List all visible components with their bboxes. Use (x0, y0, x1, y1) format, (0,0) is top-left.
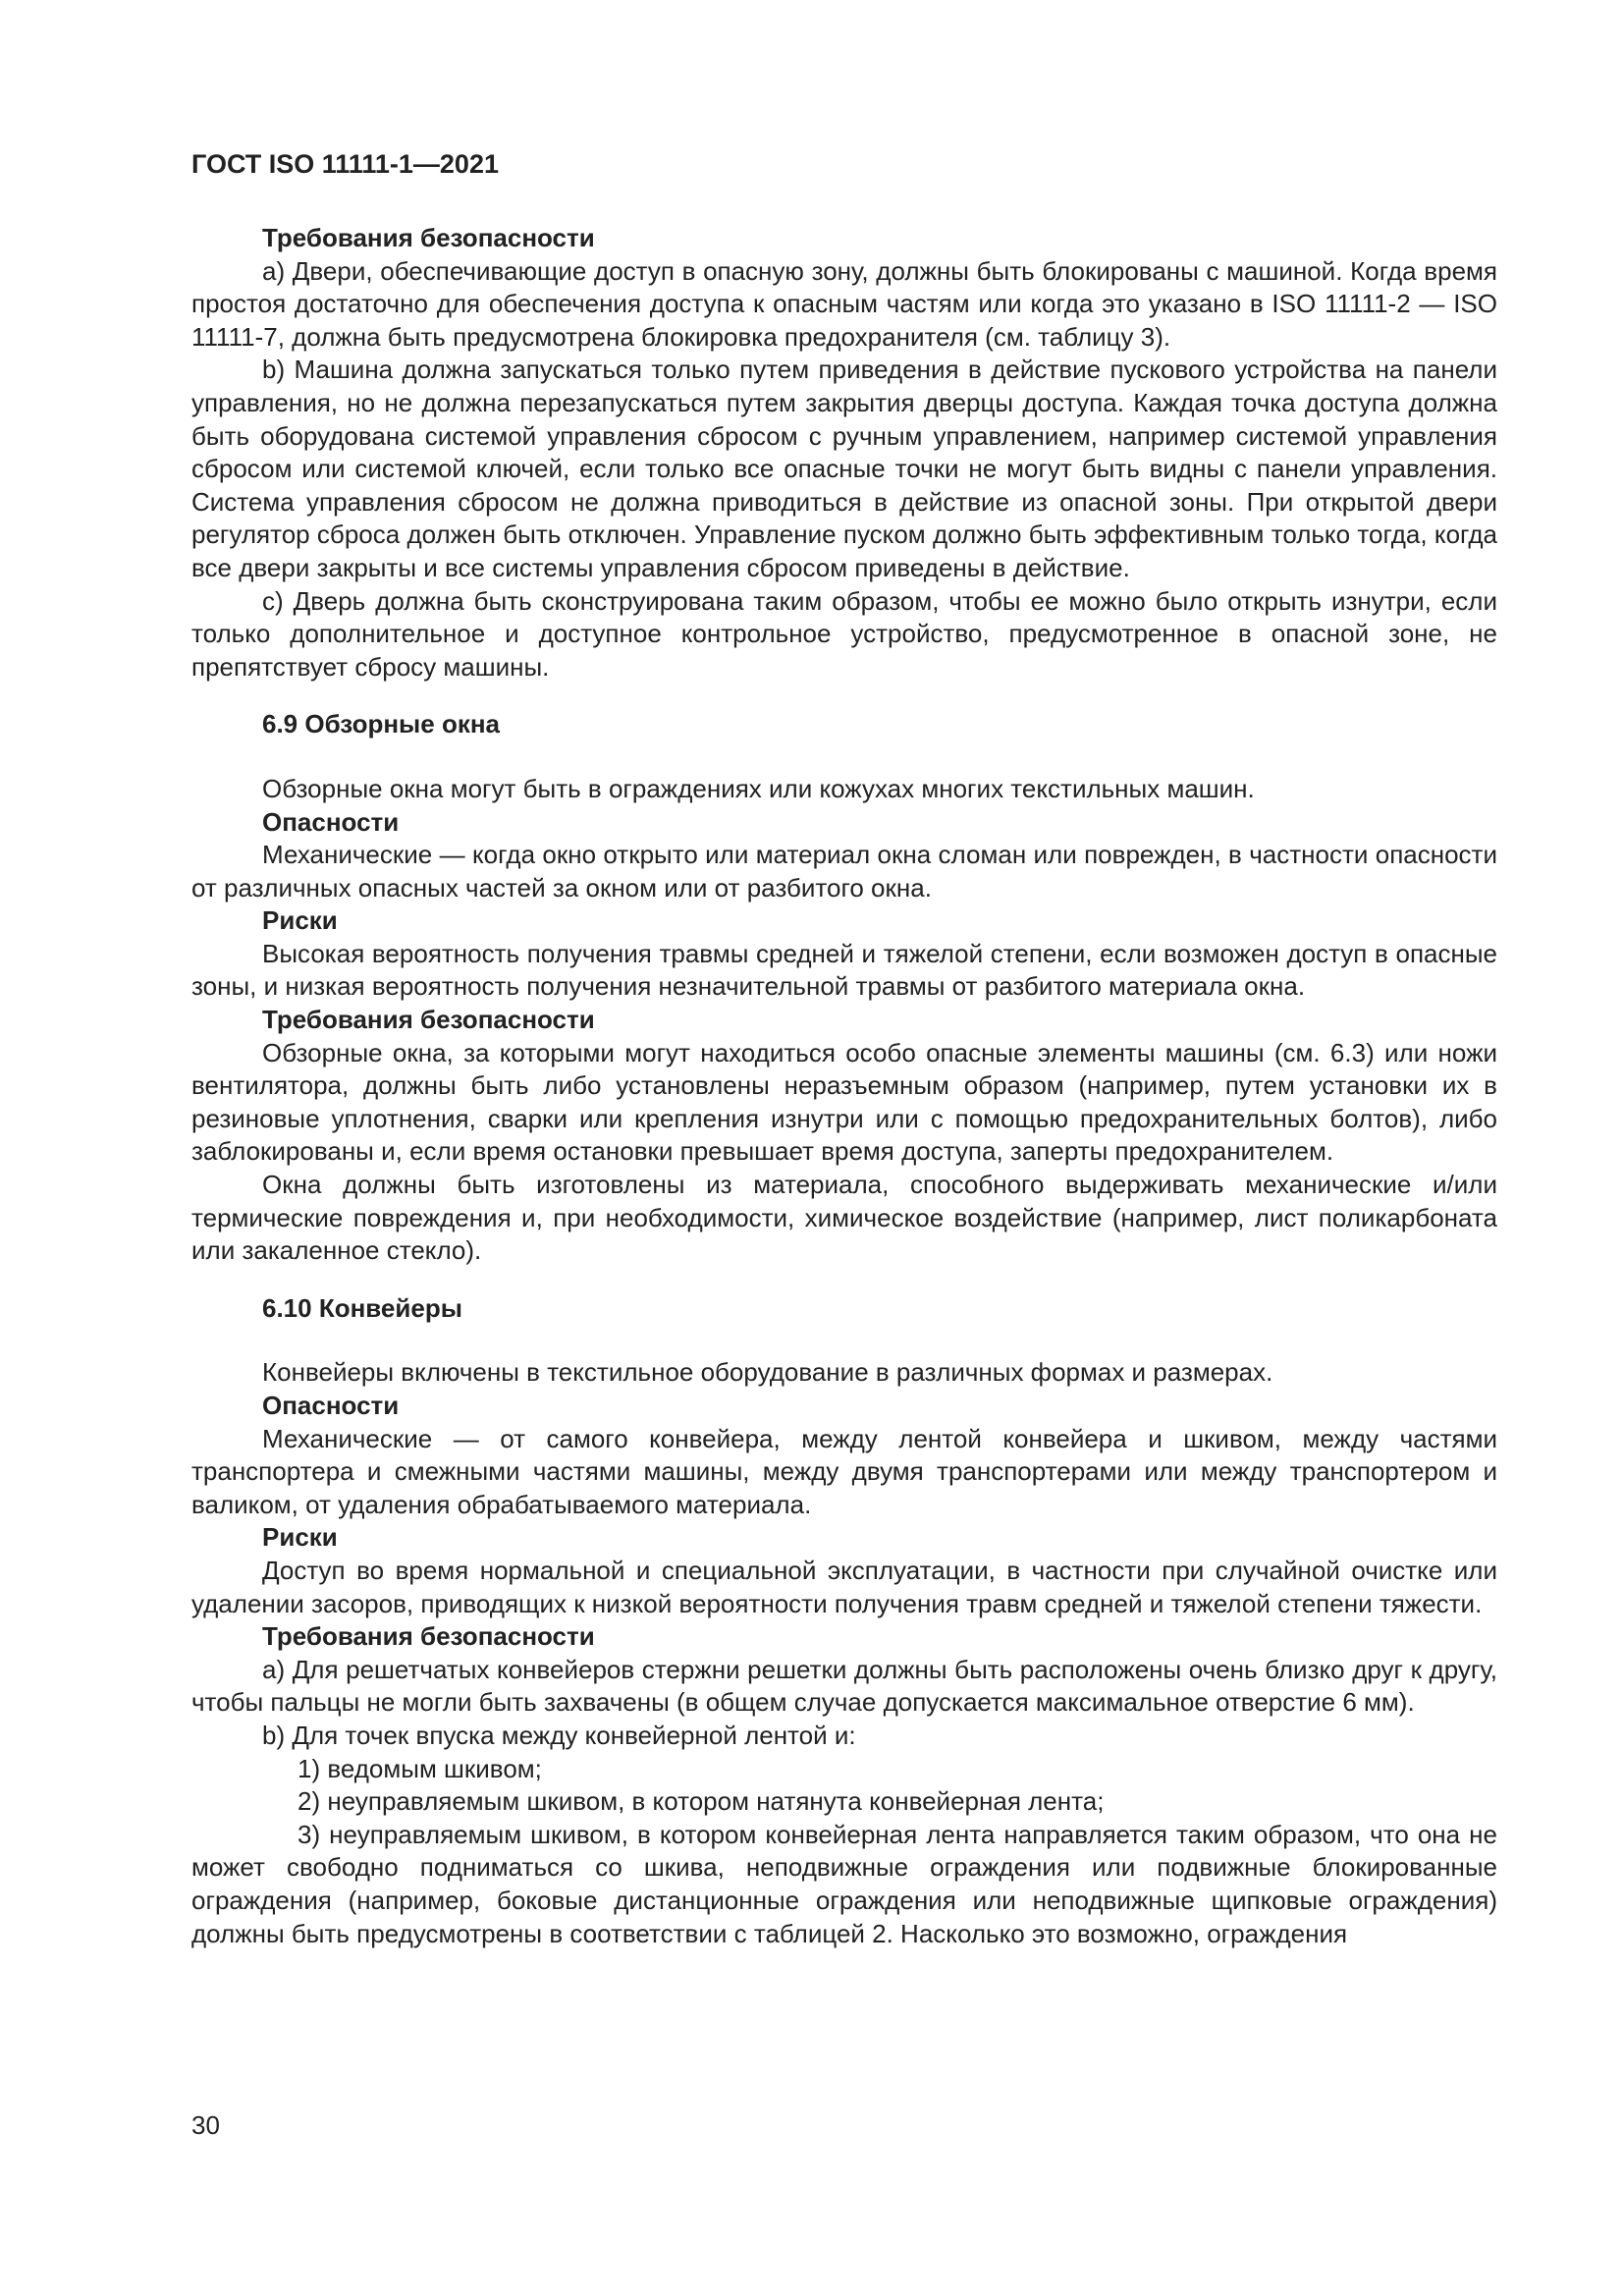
section-6-10-item-a: a) Для решетчатых конвейеров стержни решетки должны быть расположены очень близко друг к другу, чтобы пальцы не могли быть захвачены (в общем случае допускается максимальное отверстие 6 мм). (191, 1654, 1497, 1718)
section-6-10-intro: Конвейеры включены в текстильное оборудование в различных формах и размерах. (262, 1357, 1273, 1388)
section-6-10-item-b1: 1) ведомым шкивом; (298, 1753, 542, 1783)
section-6-9-safety-paragraph-1: Обзорные окна, за которыми могут находиться особо опасные элементы машины (см. 6.3) или ножи вентилятора, должны быть либо установлены неразъемным образом (например, путем установки их в резиновые уплотнения, сварки или крепления изнутри или с помощью предохранительных болтов), либо заблокированы и, если время остановки превышает время доступа, заперты предохранителем. (191, 1037, 1497, 1167)
section-6-10-risks-heading: Риски (262, 1522, 338, 1553)
paragraph-c: c) Дверь должна быть сконструирована таким образом, чтобы ее можно было открыть изнутри, если только дополнительное и доступное контрольное устройство, предусмотренное в опасной зоне, не препятствует сбросу машины. (191, 585, 1497, 682)
page-number: 30 (191, 2110, 220, 2140)
section-6-9-intro: Обзорные окна могут быть в ограждениях или кожухах многих текстильных машин. (262, 773, 1255, 803)
section-6-10-title: 6.10 Конвейеры (262, 1292, 462, 1323)
safety-requirements-heading: Требования безопасности (262, 223, 595, 252)
section-6-10-item-b3: 3) неуправляемым шкивом, в котором конвейерная лента направляется таким образом, что она не может свободно подниматься со шкива, неподвижные ограждения или подвижные блокированные ограждения (например, боковые дистанционные ограждения или неподвижные щипковые ограждения) должны быть предусмотрены в соответствии с таблицей 2. Насколько это возможно, ограждения (191, 1819, 1497, 1948)
section-6-9-risks-text: Высокая вероятность получения травмы средней и тяжелой степени, если возможен доступ в опасные зоны, и низкая вероятность получения незначительной травмы от разбитого материала окна. (191, 938, 1497, 1002)
section-6-10-item-b: b) Для точек впуска между конвейерной лентой и: (262, 1720, 856, 1750)
section-6-10-safety-heading: Требования безопасности (262, 1621, 595, 1652)
paragraph-a: a) Двери, обеспечивающие доступ в опасную зону, должны быть блокированы с машиной. Когда время простоя достаточно для обеспечения доступа к опасным частям или когда это указано в ISO 11111-2 — ISO 11111-7, должна быть предусмотрена блокировка предохранителя (см. таблицу 3). (191, 255, 1497, 352)
document-body (191, 222, 1497, 1950)
section-6-9-risks-heading: Риски (262, 905, 338, 936)
section-6-10-item-b2: 2) неуправляемым шкивом, в котором натянута конвейерная лента; (298, 1786, 1105, 1817)
section-6-10-hazards-heading: Опасности (262, 1391, 400, 1420)
section-6-9-title: 6.9 Обзорные окна (262, 709, 500, 739)
section-6-9-hazards-heading: Опасности (262, 806, 400, 837)
section-6-9-hazards-text: Механические — когда окно открыто или материал окна сломан или поврежден, в частности опасности от различных опасных частей за окном или от разбитого окна. (191, 840, 1497, 902)
document-header: ГОСТ ISO 11111-1—2021 (191, 149, 499, 179)
section-6-10-risks-text: Доступ во время нормальной и специальной эксплуатации, в частности при случайной очистке или удалении засоров, приводящих к низкой вероятности получения травм средней и тяжелой степени тяжести. (191, 1555, 1497, 1618)
section-6-9-safety-heading: Требования безопасности (262, 1005, 595, 1035)
section-6-10-hazards-text: Механические — от самого конвейера, между лентой конвейера и шкивом, между частями транспортера и смежными частями машины, между двумя транспортерами или между транспортером и валиком, от удаления обрабатываемого материала. (191, 1423, 1497, 1519)
paragraph-b: b) Машина должна запускаться только путем приведения в действие пускового устройства на панели управления, но не должна перезапускаться путем закрытия дверцы доступа. Каждая точка доступа должна быть оборудована системой управления сбросом с ручным управлением, например системой управления сбросом или системой ключей, если только все опасные точки не могут быть видны с панели управления. Система управления сбросом не должна приводиться в действие из опасной зоны. При открытой двери регулятор сброса должен быть отключен. Управление пуском должно быть эффективным только тогда, когда все двери закрыты и все системы управления сбросом приведены в действие. (191, 355, 1497, 582)
section-6-9-safety-paragraph-2: Окна должны быть изготовлены из материала, способного выдерживать механические и/или термические повреждения и, при необходимости, химическое воздействие (например, лист поликарбоната или закаленное стекло). (191, 1170, 1497, 1266)
